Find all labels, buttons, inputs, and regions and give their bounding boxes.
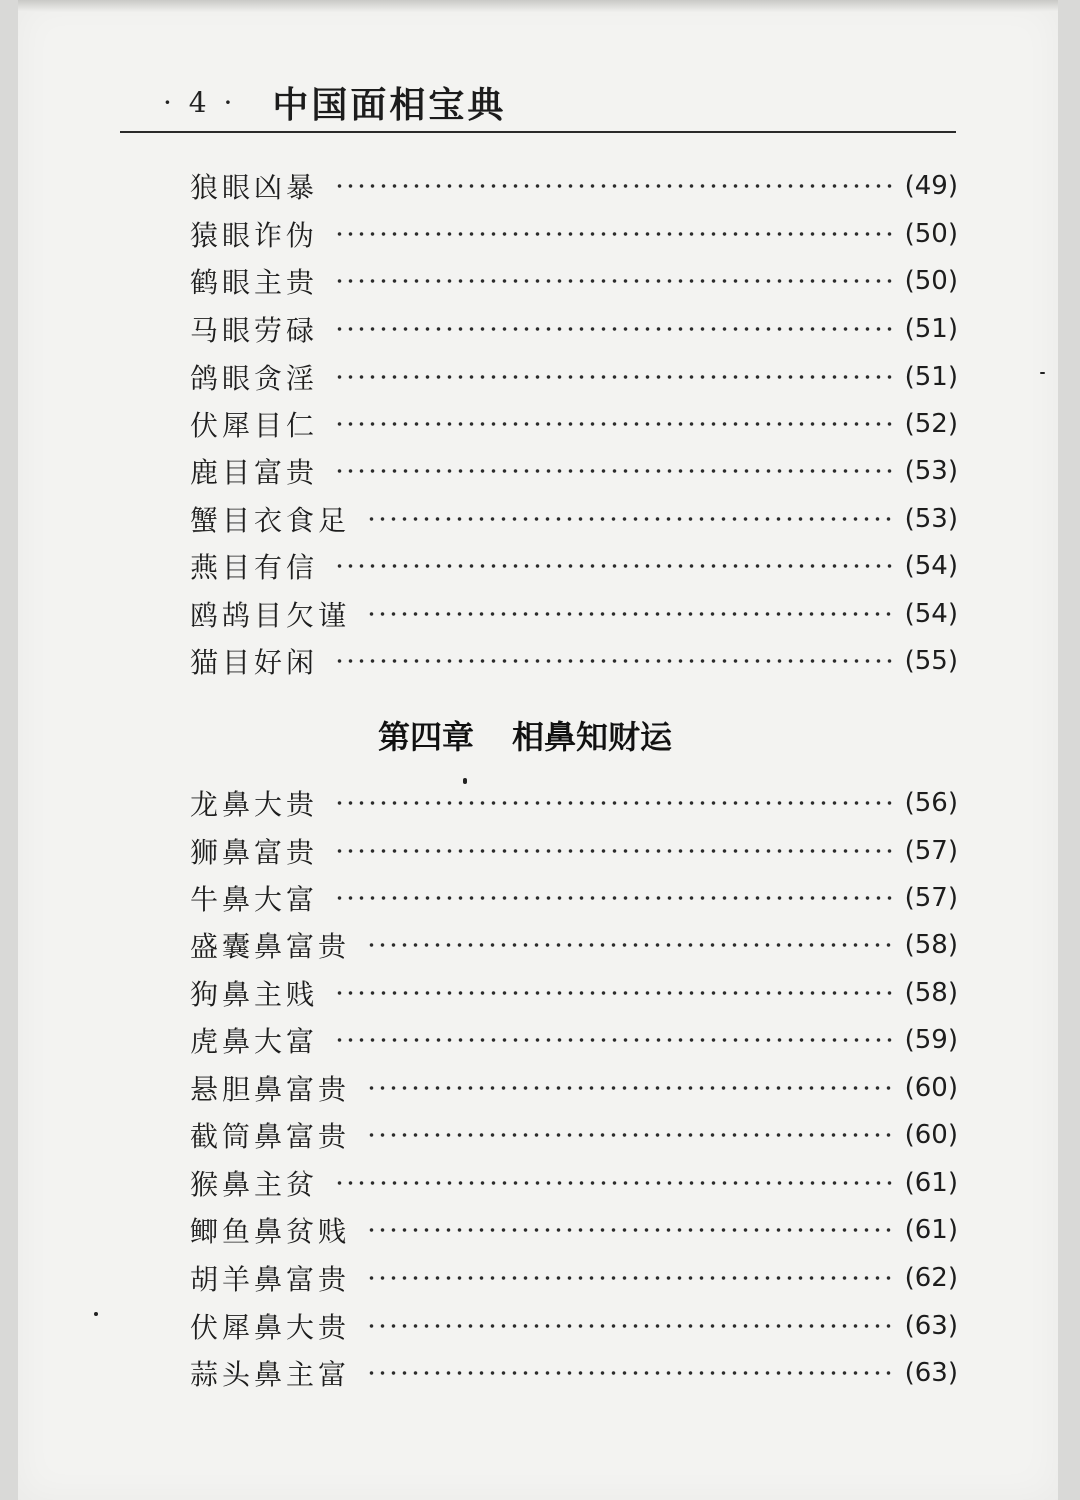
leader-dots (334, 375, 893, 379)
toc-entry (190, 214, 958, 254)
header-rule (120, 131, 956, 133)
entry-page: (61) (904, 1215, 958, 1245)
entry-title: 牛鼻大富 (190, 883, 319, 916)
toc-entry (190, 309, 958, 349)
leader-dots (334, 1181, 893, 1185)
toc-entry (190, 404, 958, 444)
entry-title: 狮鼻富贵 (190, 836, 319, 869)
entry-title: 伏犀鼻大贵 (190, 1311, 351, 1344)
entry-page: (57) (904, 836, 958, 866)
toc-entry (190, 594, 958, 634)
entry-title: 猫目好闲 (190, 646, 319, 679)
chapter-name: 相鼻知财运 (512, 718, 673, 756)
entry-title: 龙鼻大贵 (190, 788, 319, 821)
toc-entry (190, 973, 958, 1013)
entry-page: (51) (904, 362, 958, 392)
entry-page: (63) (904, 1358, 958, 1388)
entry-page: (60) (904, 1073, 958, 1103)
leader-dots (334, 422, 893, 426)
toc-entry (190, 925, 958, 965)
toc-entry (190, 546, 958, 586)
entry-page: (60) (904, 1120, 958, 1150)
toc-entry (190, 1115, 958, 1155)
entry-title: 虎鼻大富 (190, 1025, 319, 1058)
entry-page: (59) (904, 1025, 958, 1055)
toc-entry (190, 1020, 958, 1060)
entry-title: 马眼劳碌 (190, 314, 319, 347)
leader-dots (334, 849, 893, 853)
leader-dots (366, 943, 893, 947)
entry-title: 鸥鸪目欠谨 (190, 599, 351, 632)
leader-dots (366, 517, 893, 521)
page-header (163, 78, 506, 126)
leader-dots (334, 279, 893, 283)
entry-title: 狗鼻主贱 (190, 978, 319, 1011)
toc-entry (190, 641, 958, 681)
leader-dots (366, 1086, 893, 1090)
entry-title: 猿眼诈伪 (190, 219, 319, 252)
entry-page: (54) (904, 551, 958, 581)
print-speck (94, 1312, 98, 1316)
entry-page: (50) (904, 219, 958, 249)
toc-entry (190, 166, 958, 206)
entry-page: (56) (904, 788, 958, 818)
toc-entry (190, 357, 958, 397)
leader-dots (366, 1133, 893, 1137)
entry-page: (53) (904, 504, 958, 534)
leader-dots (334, 801, 893, 805)
page-top-edge (18, 0, 1058, 12)
entry-page: (51) (904, 314, 958, 344)
entry-page: (52) (904, 409, 958, 439)
toc-entry (190, 1210, 958, 1250)
entry-page: (62) (904, 1263, 958, 1293)
toc-entry (190, 831, 958, 871)
entry-title: 狼眼凶暴 (190, 171, 319, 204)
entry-title: 鸽眼贪淫 (190, 362, 319, 395)
leader-dots (334, 469, 893, 473)
entry-page: (57) (904, 883, 958, 913)
toc-entry (190, 878, 958, 918)
toc-entry (190, 1353, 958, 1393)
entry-page: (53) (904, 456, 958, 486)
leader-dots (366, 1228, 893, 1232)
entry-title: 蟹目衣食足 (190, 504, 351, 537)
entry-page: (58) (904, 930, 958, 960)
toc-entry (190, 261, 958, 301)
leader-dots (334, 327, 893, 331)
leader-dots (334, 184, 893, 188)
leader-dots (334, 232, 893, 236)
leader-dots (366, 1324, 893, 1328)
toc-entry (190, 1163, 958, 1203)
entry-page: (50) (904, 266, 958, 296)
toc-entry (190, 451, 958, 491)
entry-title: 猴鼻主贫 (190, 1168, 319, 1201)
leader-dots (334, 991, 893, 995)
chapter-heading (378, 712, 672, 756)
leader-dots (366, 612, 893, 616)
entry-title: 盛囊鼻富贵 (190, 930, 351, 963)
entry-title: 鹿目富贵 (190, 456, 319, 489)
entry-title: 鹤眼主贵 (190, 266, 319, 299)
leader-dots (334, 896, 893, 900)
leader-dots (366, 1371, 893, 1375)
entry-page: (63) (904, 1311, 958, 1341)
entry-title: 截筒鼻富贵 (190, 1120, 351, 1153)
entry-title: 伏犀目仁 (190, 409, 319, 442)
entry-page: (54) (904, 599, 958, 629)
leader-dots (334, 659, 893, 663)
entry-title: 鲫鱼鼻贫贱 (190, 1215, 351, 1248)
entry-page: (49) (904, 171, 958, 201)
entry-page: (61) (904, 1168, 958, 1198)
leader-dots (334, 564, 893, 568)
entry-title: 胡羊鼻富贵 (190, 1263, 351, 1296)
entry-page: (58) (904, 978, 958, 1008)
book-page (18, 0, 1058, 1500)
toc-entry (190, 499, 958, 539)
print-speck (1040, 372, 1045, 374)
toc-entry (190, 783, 958, 823)
toc-entry (190, 1068, 958, 1108)
entry-title: 蒜头鼻主富 (190, 1358, 351, 1391)
leader-dots (334, 1038, 893, 1042)
leader-dots (366, 1276, 893, 1280)
entry-title: 燕目有信 (190, 551, 319, 584)
entry-title: 悬胆鼻富贵 (190, 1073, 351, 1106)
toc-entry (190, 1258, 958, 1298)
page-number: · 4 · (163, 85, 237, 119)
toc-entry (190, 1306, 958, 1346)
entry-page: (55) (904, 646, 958, 676)
book-title: 中国面相宝典 (272, 83, 507, 126)
chapter-number: 第四章 (378, 718, 475, 756)
